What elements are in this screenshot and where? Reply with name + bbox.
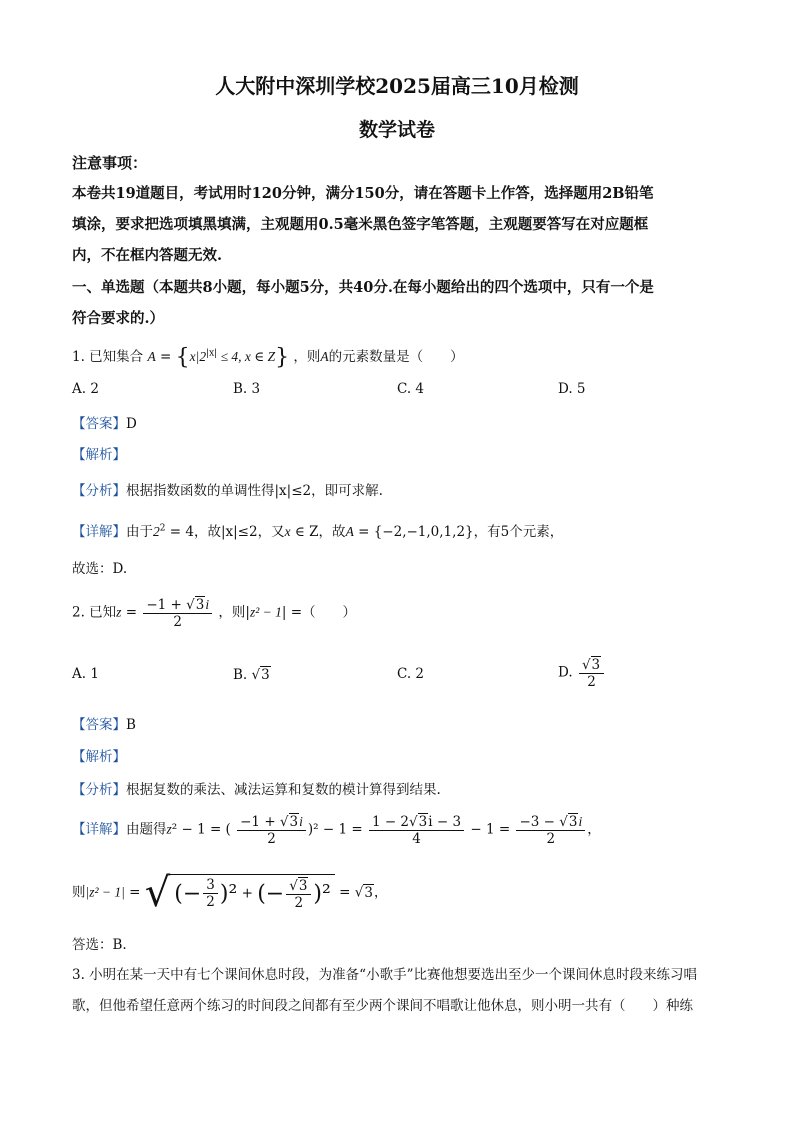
mod-p2-root: 3 <box>298 877 308 894</box>
answer-value: B <box>126 717 136 733</box>
q1-set-symbol: A <box>147 349 156 364</box>
notice-heading: 注意事项： <box>72 154 148 172</box>
mod-p1-l: (− <box>174 881 202 906</box>
f2-den: 4 <box>412 831 421 847</box>
question-3-line-2: 歌，但他希望任意两个练习的时间段之间都有至少两个课间不唱歌让他休息，则小明一共有（ ）种练 <box>72 998 693 1014</box>
xiangjie-tag: 【详解】 <box>72 524 126 540</box>
xj-x: x <box>284 524 291 539</box>
xj-set: = {−2,−1,0,1,2} <box>353 524 474 540</box>
q1-option-b: B. 3 <box>233 381 261 397</box>
notice-line-1: 本卷共19道题目，考试用时120分钟，满分150分，请在答题卡上作答，选择题用2B铅笔 <box>72 185 654 202</box>
q1-eq: = <box>160 349 172 365</box>
mod-abs: |z² − 1| <box>85 884 125 900</box>
fenxi-tag: 【分析】 <box>72 483 126 499</box>
mod-plus: + <box>237 885 258 901</box>
q2-option-b: B. √3 <box>233 667 270 683</box>
f3-root: 3 <box>568 814 578 830</box>
xj-fraction-1: $\frac{-1 + √3i}{2}$ <box>237 813 306 847</box>
question-1-stem <box>72 345 464 370</box>
notice-line-3: 内，不在框内答题无效. <box>72 247 223 264</box>
xj-d: − 1 = <box>466 821 515 838</box>
xj-b: = 4，故|x|≤2，又 <box>165 524 285 540</box>
q1-conclusion: 故选：D. <box>72 561 128 577</box>
q2-num-a: −1 + <box>146 597 187 613</box>
q2-z: z <box>116 604 122 620</box>
q1-answer <box>72 412 137 432</box>
f2-num-b: i − 3 <box>428 814 462 830</box>
f3-num-a: −3 − <box>519 814 560 830</box>
mod-end: ， <box>373 884 388 901</box>
q2-optd-root: 3 <box>591 657 601 673</box>
q2-abs-expr: z² − 1 <box>249 604 282 620</box>
q1-analysis-tag: 【解析】 <box>72 447 126 463</box>
q2-optb-root: 3 <box>261 667 270 683</box>
mod-p2-den: 2 <box>294 894 304 911</box>
q2-den: 2 <box>173 614 183 630</box>
q1-suffix: ，则 <box>293 349 321 365</box>
q1-option-c: C. 4 <box>397 381 425 397</box>
xj-c: ，有5个元素， <box>473 524 564 540</box>
q2-optd-fraction: $\frac{√3}{2}$ <box>579 656 604 690</box>
f1-root: 3 <box>289 814 299 830</box>
xj-in: ∈ Z，故 <box>290 524 346 540</box>
q2-conclusion: 答选：B. <box>72 937 127 953</box>
answer-tag: 【答案】 <box>72 416 126 432</box>
question-3-line-1: 3. 小明在某一天中有七个课间休息时段，为准备“小歌手”比赛他想要选出至少一个课间休息时段来练习唱 <box>72 967 697 983</box>
q1-option-d: D. 5 <box>558 381 586 397</box>
question-2-stem <box>72 596 356 630</box>
mod-eq: = <box>124 884 145 901</box>
mod-frac-2: $\frac{√3}{2}$ <box>286 877 311 911</box>
fenxi-text: 根据指数函数的单调性得|x|≤2，即可求解. <box>126 483 383 499</box>
q2-xiangjie <box>72 813 601 847</box>
page-title: 人大附中深圳学校2025届高三10月检测 <box>215 74 579 98</box>
notice-line-2: 填涂，要求把选项填黑填满，主观题用0.5毫米黑色签字笔答题，主观题要答写在对应题框 <box>72 216 649 233</box>
q1-prefix: 1. 已知集合 <box>72 349 144 365</box>
f2-root: 3 <box>418 814 428 830</box>
q2-analysis-tag: 【解析】 <box>72 749 126 765</box>
q1-cond: x|2 <box>189 349 207 364</box>
mod-p1-den: 2 <box>206 894 215 910</box>
q2-mid: ，则 <box>218 604 246 621</box>
sqrt-sign: √ <box>144 870 171 916</box>
f3-i: i <box>578 814 583 829</box>
answer-value: D <box>126 416 137 432</box>
mod-p1-num: 3 <box>203 877 218 894</box>
q1-cond2: ≤ 4, x ∈ Z <box>217 349 276 364</box>
xiangjie-tag: 【详解】 <box>72 821 126 838</box>
mod-frac-1 <box>203 877 218 910</box>
xj-two: 2 <box>153 524 160 539</box>
q1-left-brace: { <box>175 345 190 370</box>
q2-option-a: A. 1 <box>72 666 99 682</box>
q2-prefix: 2. 已知 <box>72 604 117 621</box>
xj-fraction-3: $\frac{-3 - √3i}{2}$ <box>516 813 585 847</box>
q2-option-c: C. 2 <box>397 666 425 682</box>
q2-eq: = <box>121 604 142 621</box>
fenxi-text: 根据复数的乘法、减法运算和复数的模计算得到结果. <box>126 782 441 798</box>
q2-abs-r: | <box>281 604 287 621</box>
f1-num-a: −1 + <box>240 814 280 830</box>
q2-fraction: $\frac{-1 + √3i}{2}$ <box>143 596 212 630</box>
q2-optd-den: 2 <box>587 674 596 690</box>
mod-res-eq: = <box>334 884 355 901</box>
sqrt-body <box>170 874 335 913</box>
q2-option-d <box>558 656 606 690</box>
q2-modulus-line: 则|z² − 1| = √ (− $\frac{3}{2}$ )² + (− $\frac{√3}{2}$ )² = √3， <box>72 870 388 916</box>
xj-fraction-2: $\frac{1 - 2√3i - 3}{4}$ <box>369 813 464 847</box>
mod-p1-r: )² <box>219 881 238 906</box>
q1-suffix-set: A <box>320 349 329 364</box>
xj-c: )² − 1 = <box>307 821 367 838</box>
q2-suffix: =（ ） <box>286 604 357 621</box>
mod-p2-r: )² <box>313 881 331 906</box>
q1-right-brace: } <box>275 345 290 370</box>
q1-exponent: |x| <box>206 348 218 359</box>
section-heading-line-2: 符合要求的.） <box>72 310 165 327</box>
xj-a: 由题得 <box>126 821 167 838</box>
xj-b: ² − 1 = ( <box>171 821 231 838</box>
page-subtitle: 数学试卷 <box>358 119 435 141</box>
q1-fenxi <box>72 479 383 499</box>
q2-num-root: 3 <box>195 597 205 613</box>
xj-sup: 2 <box>159 523 166 534</box>
section-heading-line-1: 一、单选题（本题共8小题，每小题5分，共40分.在每小题给出的四个选项中，只有一个是 <box>72 279 654 296</box>
xj-e: ， <box>587 821 601 838</box>
q2-num-i: i <box>205 597 210 612</box>
answer-tag: 【答案】 <box>72 717 126 733</box>
xj-a: 由于 <box>126 524 153 540</box>
q2-abs-l: | <box>245 604 250 621</box>
q2-optb-label: B. <box>233 667 248 683</box>
xj-z: z <box>166 821 172 837</box>
q2-fenxi <box>72 778 441 798</box>
q2-optd-label: D. <box>558 664 573 681</box>
fenxi-tag: 【分析】 <box>72 782 126 798</box>
q1-suffix2: 的元素数量是（ ） <box>328 349 464 365</box>
q2-answer <box>72 713 136 733</box>
mod-a: 则 <box>72 884 86 901</box>
mod-p2-l: (− <box>257 881 285 906</box>
mod-res-root: 3 <box>364 884 373 901</box>
f1-i: i <box>299 814 303 829</box>
q1-xiangjie <box>72 520 563 540</box>
xj-set-symbol: A <box>345 524 354 539</box>
f1-den: 2 <box>267 831 276 847</box>
q1-option-a: A. 2 <box>72 381 99 397</box>
f2-num-a: 1 − 2 <box>371 814 410 830</box>
f3-den: 2 <box>546 831 556 847</box>
